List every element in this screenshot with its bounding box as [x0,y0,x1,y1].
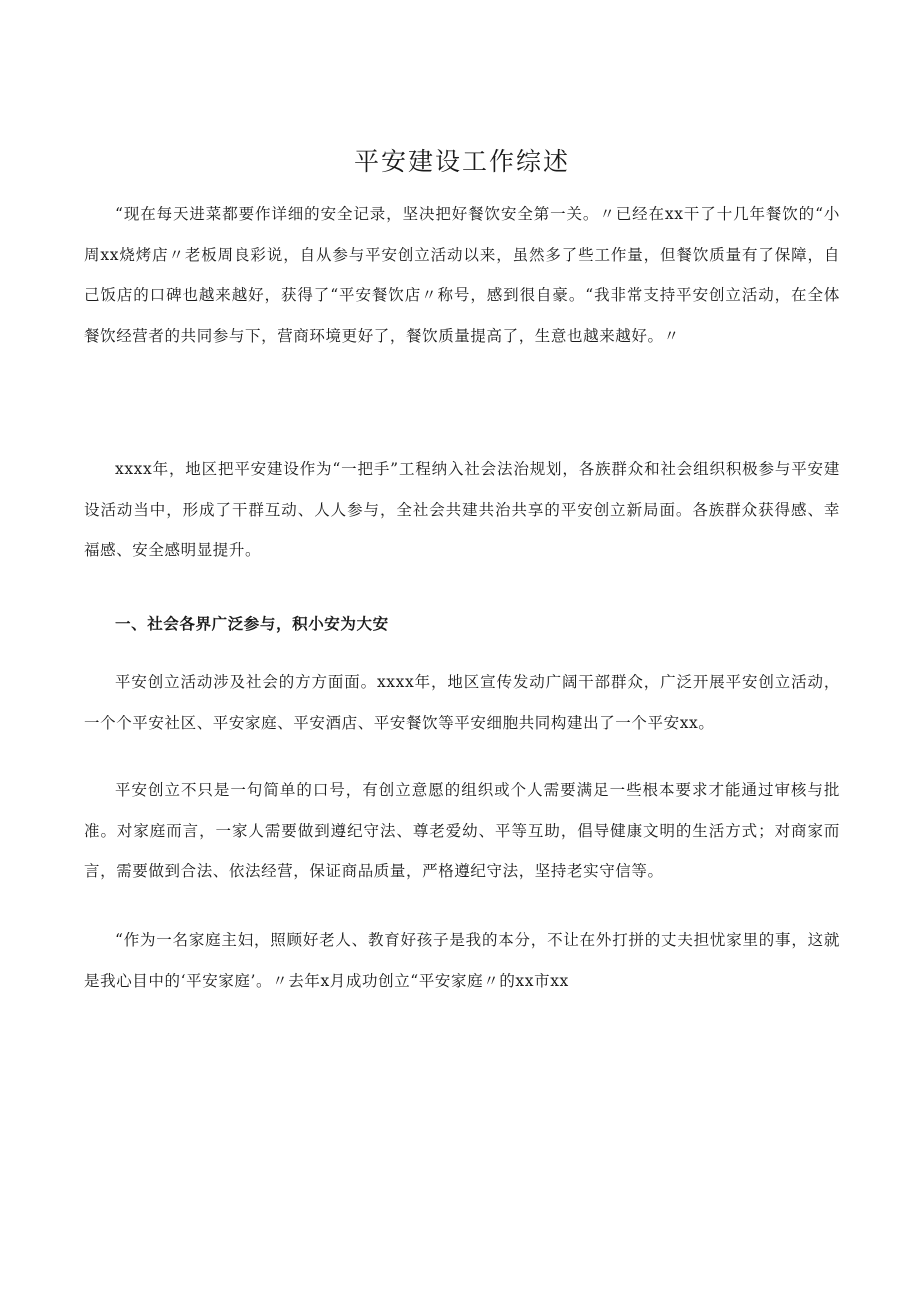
section-heading: 一、社会各界广泛参与，积小安为大安 [115,614,389,633]
paragraph-regional-overview: xxxx年，地区把平安建设作为“一把手”工程纳入社会法治规划，各族群众和社会组织积极参与平安建设活动当中，形成了干群互动、人人参与，全社会共建共治共享的平安创立新局面。各族群众获得感、幸福感、安全感明显提升。 [84,460,840,559]
paragraph-creation-activities: 平安创立活动涉及社会的方方面面。xxxx年，地区宣传发动广阔干部群众，广泛开展平安创立活动，一个个平安社区、平安家庭、平安酒店、平安餐饮等平安细胞共同构建出了一个平安xx。 [84,673,840,732]
paragraph-requirements: 平安创立不只是一句简单的口号，有创立意愿的组织或个人需要满足一些根本要求才能通过审核与批准。对家庭而言，一家人需要做到遵纪守法、尊老爱幼、平等互助，倡导健康文明的生活方式；对商家而言，需要做到合法、依法经营，保证商品质量，严格遵纪守法，坚持老实守信等。 [84,781,840,880]
paragraph-restaurant-quote: “现在每天进菜都要作详细的安全记录，坚决把好餐饮安全第一关。〃已经在xx干了十几年餐饮的“小周xx烧烤店〃老板周良彩说，自从参与平安创立活动以来，虽然多了些工作量，但餐饮质量有了保障，自己饭店的口碑也越来越好，获得了“平安餐饮店〃称号，感到很自豪。“我非常支持平安创立活动，在全体餐饮经营者的共同参与下，营商环境更好了，餐饮质量提高了，生意也越来越好。〃 [84,205,840,345]
document-title: 平安建设工作综述 [353,147,570,176]
paragraph-family-quote: “作为一名家庭主妇，照顾好老人、教育好孩子是我的本分，不让在外打拼的丈夫担忧家里的事，这就是我心目中的‘平安家庭’。〃去年x月成功创立“平安家庭〃的xx市xx [84,931,840,990]
